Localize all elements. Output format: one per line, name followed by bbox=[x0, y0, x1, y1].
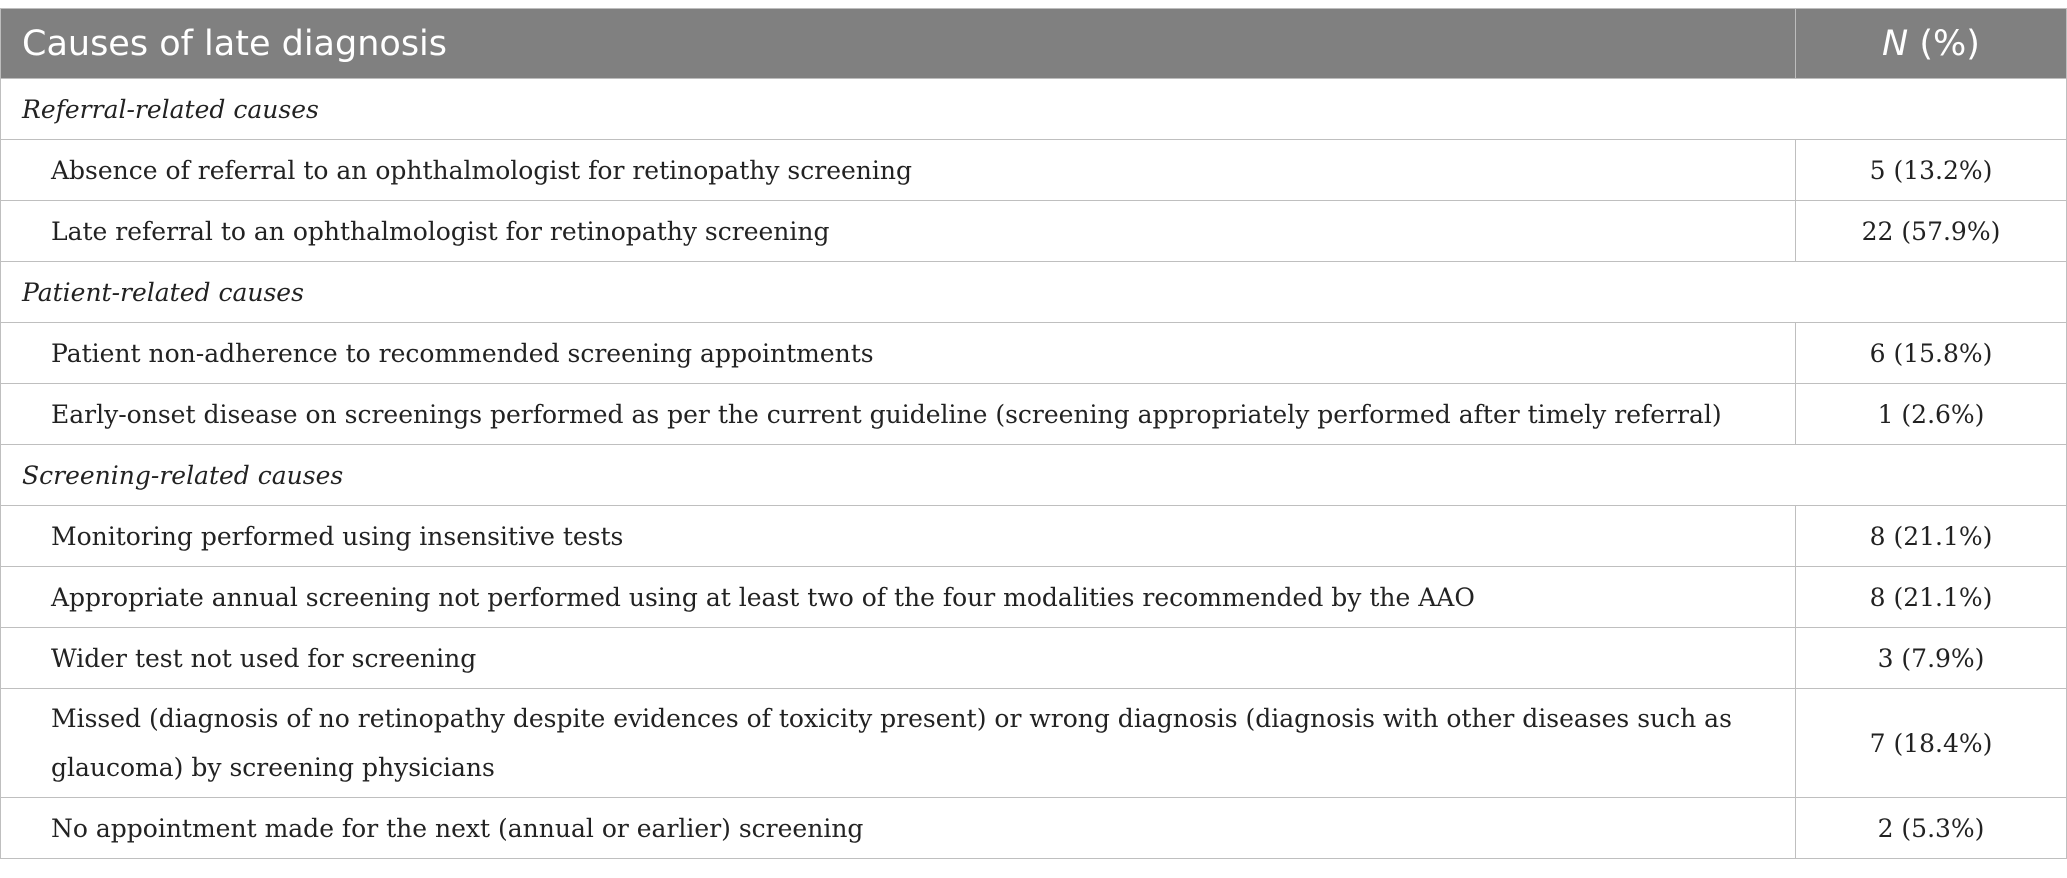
section-title: Patient-related causes bbox=[1, 262, 2067, 323]
table-row bbox=[1, 689, 2067, 798]
section-title: Screening-related causes bbox=[1, 445, 2067, 506]
cause-cell: Monitoring performed using insensitive tests bbox=[1, 506, 1796, 567]
table-row bbox=[1, 506, 2067, 567]
table-row bbox=[1, 323, 2067, 384]
table-row bbox=[1, 628, 2067, 689]
value-cell: 8 (21.1%) bbox=[1796, 567, 2067, 628]
late-diagnosis-table-container bbox=[0, 8, 2067, 859]
section-row-patient bbox=[1, 262, 2067, 323]
value-cell: 5 (13.2%) bbox=[1796, 140, 2067, 201]
cause-cell: Early-onset disease on screenings performed as per the current guideline (screening appropriately performed after timely referral) bbox=[1, 384, 1796, 445]
section-title: Referral-related causes bbox=[1, 79, 2067, 140]
header-n-percent bbox=[1796, 9, 2067, 79]
table-header-row bbox=[1, 9, 2067, 79]
late-diagnosis-table bbox=[0, 8, 2067, 859]
header-n-label: N bbox=[1882, 23, 1909, 64]
value-cell: 2 (5.3%) bbox=[1796, 798, 2067, 859]
cause-cell: Wider test not used for screening bbox=[1, 628, 1796, 689]
value-cell: 6 (15.8%) bbox=[1796, 323, 2067, 384]
value-cell: 3 (7.9%) bbox=[1796, 628, 2067, 689]
value-cell: 22 (57.9%) bbox=[1796, 201, 2067, 262]
section-row-screening bbox=[1, 445, 2067, 506]
table-row bbox=[1, 384, 2067, 445]
table-row bbox=[1, 140, 2067, 201]
value-cell: 8 (21.1%) bbox=[1796, 506, 2067, 567]
table-row bbox=[1, 567, 2067, 628]
header-percent-label: (%) bbox=[1908, 23, 1980, 64]
section-row-referral bbox=[1, 79, 2067, 140]
table-row bbox=[1, 201, 2067, 262]
cause-cell: Late referral to an ophthalmologist for retinopathy screening bbox=[1, 201, 1796, 262]
cause-cell: Absence of referral to an ophthalmologist for retinopathy screening bbox=[1, 140, 1796, 201]
value-cell: 1 (2.6%) bbox=[1796, 384, 2067, 445]
cause-cell: Missed (diagnosis of no retinopathy despite evidences of toxicity present) or wrong diagnosis (diagnosis with other diseases such as glaucoma) by screening physicians bbox=[1, 689, 1796, 798]
cause-cell: Appropriate annual screening not performed using at least two of the four modalities recommended by the AAO bbox=[1, 567, 1796, 628]
cause-cell: Patient non-adherence to recommended screening appointments bbox=[1, 323, 1796, 384]
table-row bbox=[1, 798, 2067, 859]
header-causes: Causes of late diagnosis bbox=[1, 9, 1796, 79]
value-cell: 7 (18.4%) bbox=[1796, 689, 2067, 798]
cause-cell: No appointment made for the next (annual or earlier) screening bbox=[1, 798, 1796, 859]
